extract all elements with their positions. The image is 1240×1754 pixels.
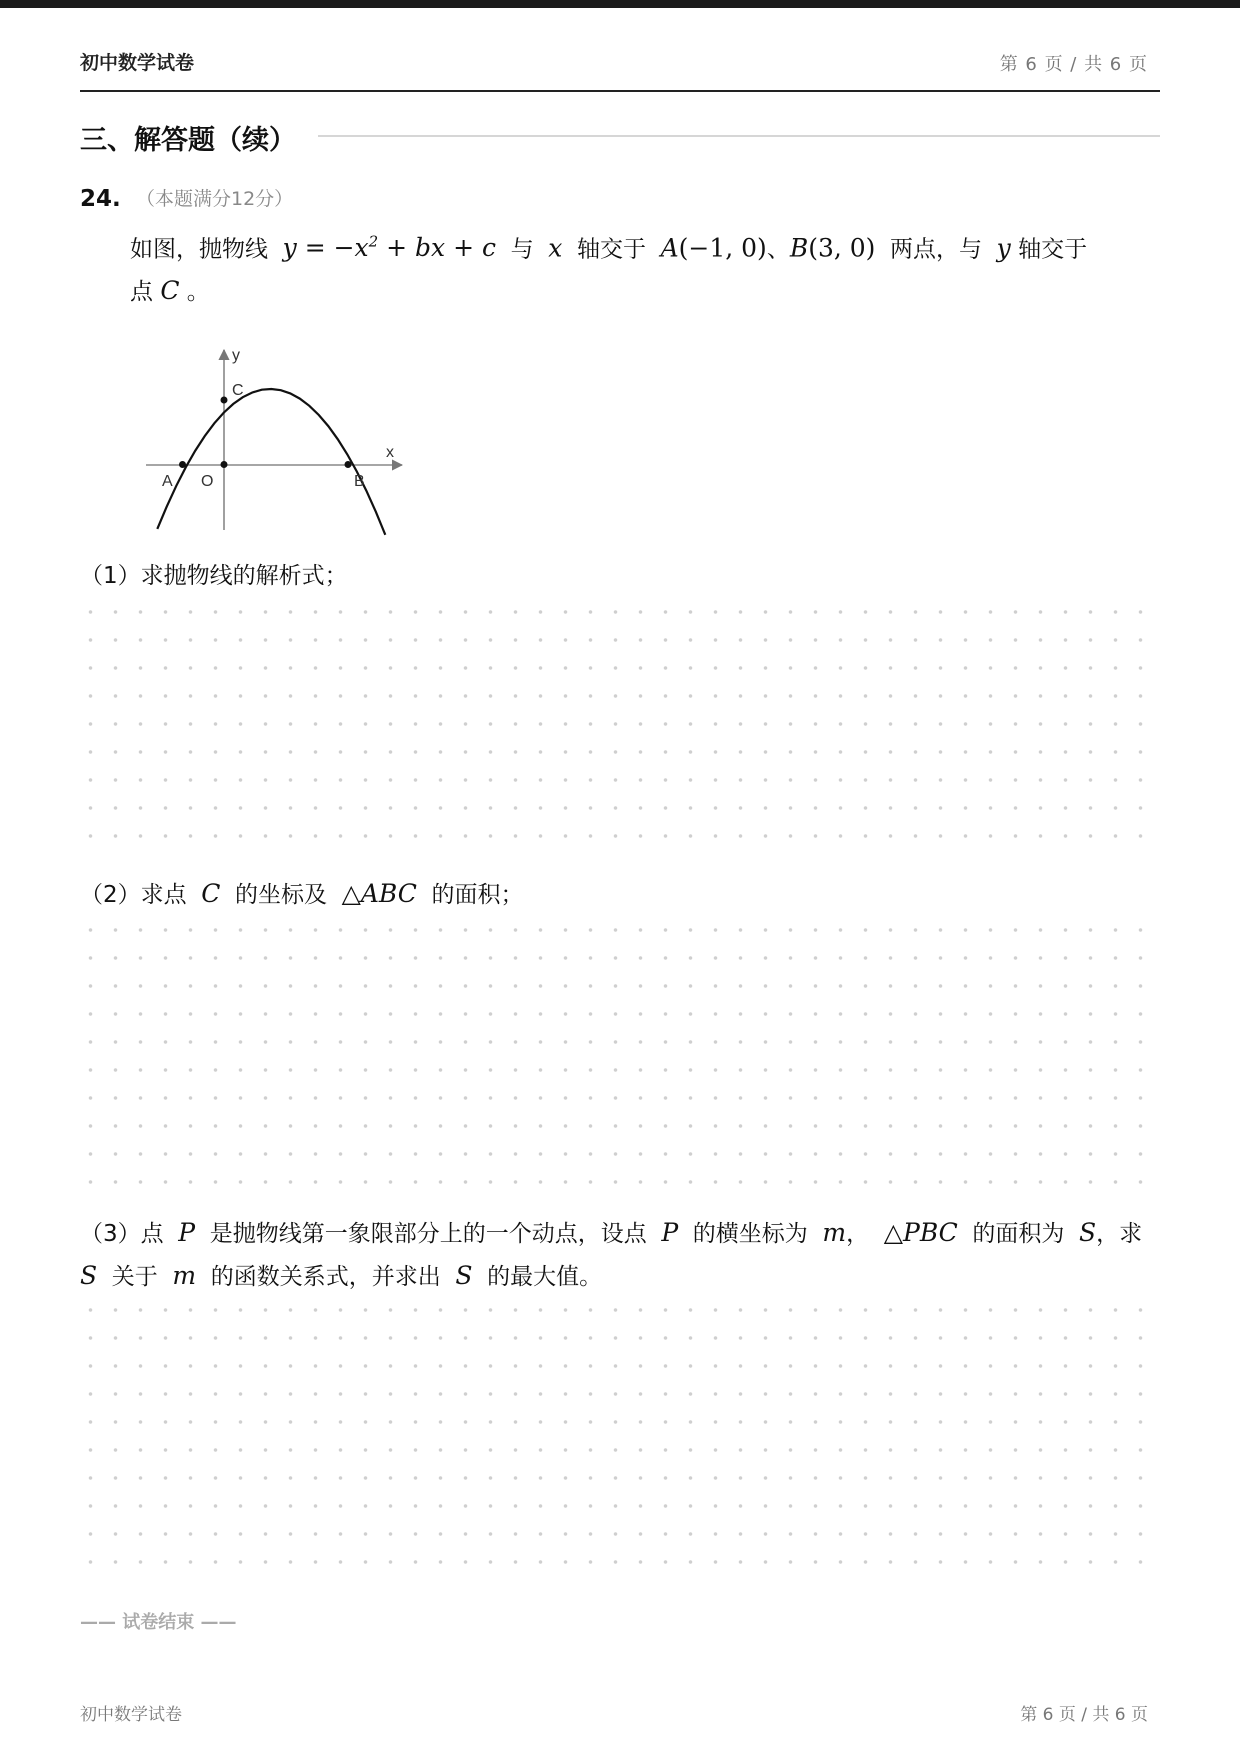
point-p: P xyxy=(661,1218,679,1247)
top-bar xyxy=(0,0,1240,8)
point-p: P xyxy=(178,1218,196,1247)
part-text: 的横坐标为 xyxy=(692,1221,808,1247)
point-a-dot xyxy=(179,461,186,468)
header-divider xyxy=(80,90,1160,92)
answer-area-2[interactable] xyxy=(78,916,1162,1184)
point-a: A xyxy=(660,233,679,263)
point-o-dot xyxy=(221,461,228,468)
point-c: C xyxy=(160,276,180,306)
answer-area-1[interactable] xyxy=(78,598,1162,848)
equation xyxy=(283,233,496,262)
point-a-coord: (−1, 0) xyxy=(678,233,767,263)
stem-text: 、 xyxy=(766,236,790,263)
x-axis-label: x xyxy=(386,444,394,461)
footer-title: 初中数学试卷 xyxy=(80,1705,182,1725)
question-number: 24. xyxy=(80,186,121,212)
question-score: （本题满分12分） xyxy=(136,188,294,210)
point-c-label: C xyxy=(232,382,244,399)
part-text: 的面积； xyxy=(431,882,524,908)
variable-s: S xyxy=(80,1261,98,1290)
point-b: B xyxy=(789,233,809,263)
variable-y: y xyxy=(996,233,1011,263)
stem-text: 。 xyxy=(186,279,210,306)
part-text: 的面积为 xyxy=(972,1221,1065,1247)
footer-page-number: 第 6 页 / 共 6 页 xyxy=(1020,1705,1148,1725)
stem-text: 两点，与 xyxy=(890,236,983,263)
question-stem xyxy=(130,222,1160,313)
stem-text: 如图，抛物线 xyxy=(130,236,268,263)
equation-exponent: 2 xyxy=(368,233,379,251)
part-text: ， xyxy=(846,1221,870,1247)
section-divider xyxy=(318,135,1160,137)
equation-part: + bx + c xyxy=(378,233,496,263)
point-b-label: B xyxy=(354,473,365,490)
part-text: ，求 xyxy=(1096,1221,1143,1247)
part-text: （2）求点 xyxy=(80,882,187,908)
stem-text: 与 xyxy=(510,236,534,263)
y-axis-label: y xyxy=(232,347,240,364)
stem-text: 轴交于 xyxy=(576,236,646,263)
point-a-label: A xyxy=(162,473,173,490)
triangle-pbc: △PBC xyxy=(883,1218,958,1247)
part-text: 的函数关系式，并求出 xyxy=(210,1264,441,1290)
part-1 xyxy=(80,556,1160,597)
origin-label: O xyxy=(201,473,214,490)
header-page-number: 第 6 页 / 共 6 页 xyxy=(999,54,1148,75)
answer-area-3[interactable] xyxy=(78,1296,1162,1568)
point-b-coord: (3, 0) xyxy=(808,233,876,263)
equation-part: y = −x xyxy=(282,233,369,263)
part-1-text: （1）求抛物线的解析式； xyxy=(80,563,348,589)
variable-x: x xyxy=(548,233,563,263)
part-text: （3）点 xyxy=(80,1221,164,1247)
point-c: C xyxy=(201,879,221,908)
part-text: 的坐标及 xyxy=(235,882,328,908)
point-b-dot xyxy=(345,461,352,468)
variable-m: m xyxy=(822,1218,847,1247)
stem-text: 轴交于点 xyxy=(130,236,1088,306)
part-2 xyxy=(80,873,1160,916)
part-text: 是抛物线第一象限部分上的一个动点，设点 xyxy=(209,1221,647,1247)
part-text: 的最大值。 xyxy=(487,1264,603,1290)
parabola-figure xyxy=(140,340,420,540)
variable-s: S xyxy=(455,1261,473,1290)
variable-s: S xyxy=(1079,1218,1097,1247)
variable-m: m xyxy=(172,1261,197,1290)
triangle-abc: △ABC xyxy=(341,879,417,908)
header-title: 初中数学试卷 xyxy=(80,52,195,74)
section-title: 三、解答题（续） xyxy=(80,125,296,156)
end-marker: —— 试卷结束 —— xyxy=(80,1612,237,1633)
part-text: 关于 xyxy=(111,1264,158,1290)
point-c-dot xyxy=(221,397,228,404)
parabola-curve xyxy=(157,389,385,535)
part-3 xyxy=(80,1212,1160,1298)
